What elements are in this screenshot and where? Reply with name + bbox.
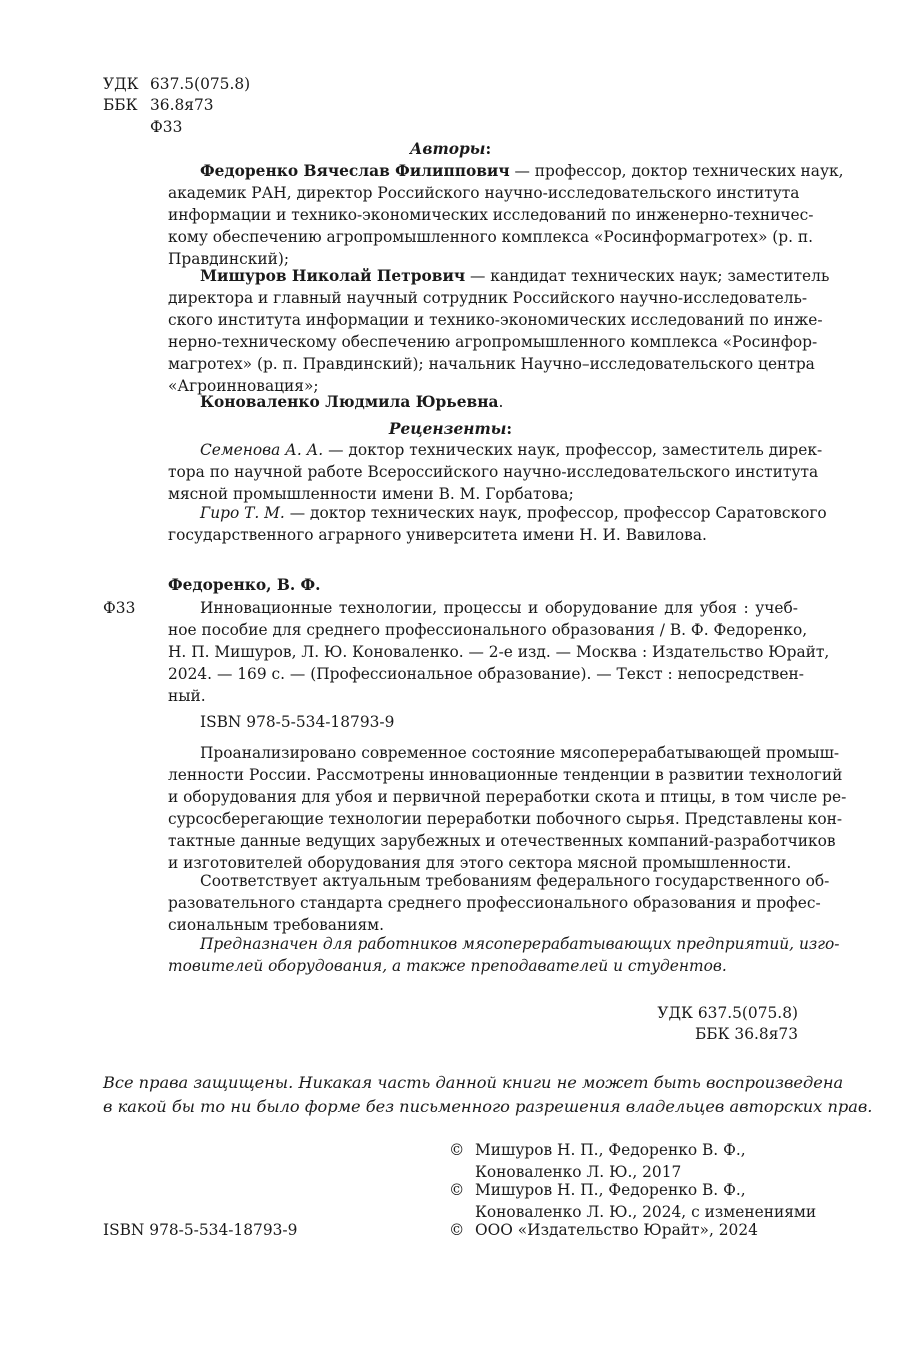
copyright-symbol: ©: [449, 1141, 465, 1159]
author-2: Мишуров Николай Петрович — кандидат технических наук; заместитель директора и главный научный сотрудник Российского научно-исследователь- ского института информации и технико-экономических исследований по инже- нерно-техническому обеспечению агропромышленного комплекса «Росинфор- магротех» (р. п. Правдинский); начальник Научно–исследовательского центра «Агроинновация»;: [168, 267, 830, 395]
reviewer-2: Гиро Т. М. — доктор технических наук, профессор, профессор Саратовского государственного аграрного университета имени Н. И. Вавилова.: [168, 504, 827, 544]
author-1: Федоренко Вячеслав Филиппович — профессор, доктор технических наук, академик РАН, директор Российского научно-исследовательского института информации и технико-экономических исследований по инженерно-техничес- кому обеспечению агропромышленного комплекса «Росинформагротех» (р. п. Правдинский);: [168, 162, 844, 268]
bib-mark: Ф33: [103, 599, 136, 617]
bib-isbn: ISBN 978-5-534-18793-9: [200, 713, 395, 731]
copyright-symbol: ©: [449, 1221, 465, 1239]
abstract-paragraph-2: Соответствует актуальным требованиям федерального государственного об- разовательного стандарта среднего профессионального образования и профес- сиональным требованиям.: [168, 872, 830, 934]
copyright-2: © Мишуров Н. П., Федоренко В. Ф., Коноваленко Л. Ю., 2024, с изменениями: [449, 1181, 817, 1221]
bbk-footer: ББК 36.8я73: [695, 1025, 798, 1043]
abstract-audience: Предназначен для работников мясоперерабатывающих предприятий, изго- товителей оборудования, а также преподавателей и студентов.: [168, 935, 840, 975]
udk-footer: УДК 637.5(075.8): [657, 1004, 798, 1022]
reviewers-heading: Рецензенты:: [388, 420, 513, 438]
reviewer-1: Семенова А. А. — доктор технических наук, профессор, заместитель дирек- тора по научной работе Всероссийского научно-исследовательского института мясной промышленности имени В. М. Горбатова;: [168, 441, 823, 503]
bib-description: Инновационные технологии, процессы и оборудование для убоя : учеб- ное пособие для среднего профессионального образования / В. Ф. Федоренко, Н. П. Мишуров, Л. Ю. Коноваленко. — 2-е изд. — Москва : Издательство Юрайт, 2024. — 169 с. — (Профессиональное образование). — Текст : непосредствен- ный.: [168, 599, 830, 705]
bib-author: Федоренко, В. Ф.: [168, 576, 321, 594]
bbk-header: ББК 36.8я73: [103, 96, 214, 114]
author-mark-header: Ф33: [150, 118, 183, 136]
footer-isbn: ISBN 978-5-534-18793-9: [103, 1221, 298, 1239]
rights-notice: Все права защищены. Никакая часть данной книги не может быть воспроизведена в какой бы то ни было форме без письменного разрешения владельцев авторских прав.: [103, 1073, 873, 1116]
copyright-1: © Мишуров Н. П., Федоренко В. Ф., Коноваленко Л. Ю., 2017: [449, 1141, 746, 1181]
abstract-paragraph-1: Проанализировано современное состояние мясоперерабатывающей промыш- ленности России. Рассмотрены инновационные тенденции в развитии технологий и оборудования для убоя и первичной переработки скота и птицы, в том числе ре- сурсосберегающие технологии переработки побочного сырья. Представлены кон- тактные данные ведущих зарубежных и отечественных компаний-разработчиков и изготовителей оборудования для этого сектора мясной промышленности.: [168, 744, 847, 872]
udk-header: УДК 637.5(075.8): [103, 75, 251, 93]
authors-heading: Авторы:: [409, 140, 492, 158]
copyright-3: © ООО «Издательство Юрайт», 2024: [449, 1221, 758, 1239]
copyright-symbol: ©: [449, 1181, 465, 1199]
author-3: Коноваленко Людмила Юрьевна.: [200, 393, 504, 411]
